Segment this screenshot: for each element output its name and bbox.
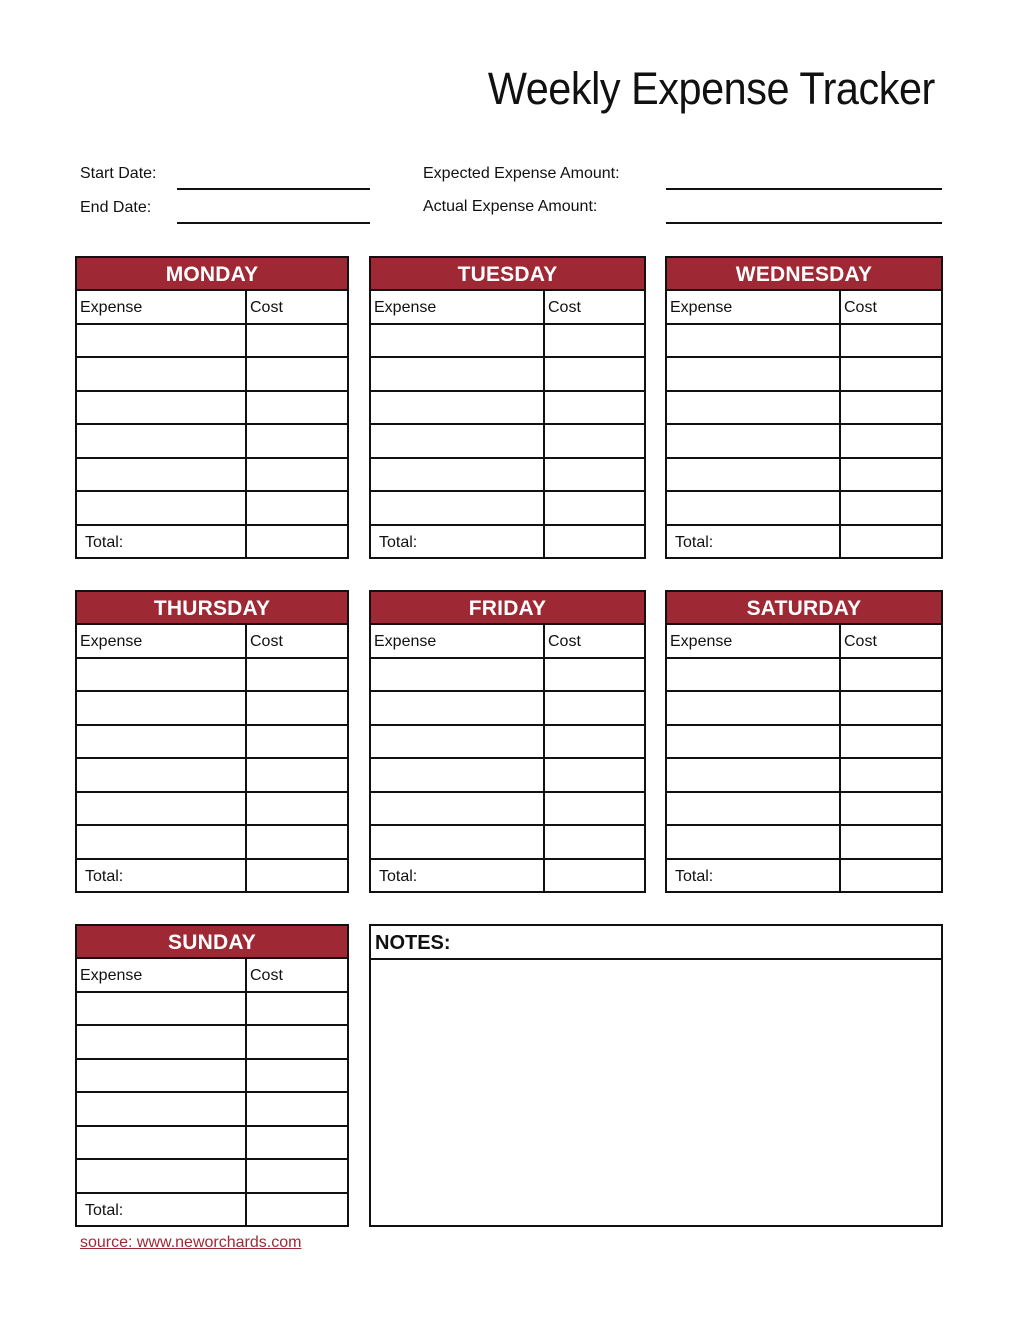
expense-cell[interactable] <box>77 993 247 1025</box>
column-header-row <box>77 291 347 325</box>
cost-column-header: Cost <box>250 299 283 316</box>
expense-column-header: Expense <box>77 959 247 991</box>
expense-cell[interactable] <box>667 459 841 491</box>
cost-cell[interactable] <box>545 325 644 357</box>
cost-cell[interactable] <box>841 659 941 691</box>
table-row <box>371 392 644 426</box>
cost-cell[interactable] <box>841 759 941 791</box>
total-row <box>667 526 941 560</box>
total-row <box>77 526 347 560</box>
expense-cell[interactable] <box>667 793 841 825</box>
cost-cell[interactable] <box>545 659 644 691</box>
cost-cell[interactable] <box>247 759 347 791</box>
cost-cell[interactable] <box>841 726 941 758</box>
start-date-label: Start Date: <box>80 165 157 182</box>
expense-cell[interactable] <box>667 692 841 724</box>
expense-cell[interactable] <box>371 826 545 858</box>
expense-cell[interactable] <box>77 459 247 491</box>
cost-column-header: Cost <box>844 633 877 650</box>
expense-cell[interactable] <box>667 392 841 424</box>
total-label: Total: <box>77 860 247 894</box>
expense-cell[interactable] <box>77 358 247 390</box>
expense-cell[interactable] <box>77 1160 247 1192</box>
expense-cell[interactable] <box>371 392 545 424</box>
table-row <box>667 726 941 760</box>
total-cost-cell[interactable] <box>841 860 941 894</box>
cost-column-header: Cost <box>250 967 283 984</box>
expense-cell[interactable] <box>667 759 841 791</box>
cost-cell[interactable] <box>247 659 347 691</box>
expense-cell[interactable] <box>667 826 841 858</box>
table-row <box>77 692 347 726</box>
table-row <box>77 659 347 693</box>
friday-table <box>369 590 646 893</box>
cost-cell[interactable] <box>247 1160 347 1192</box>
column-header-row <box>667 291 941 325</box>
table-row <box>77 459 347 493</box>
monday-header: MONDAY <box>77 258 347 291</box>
expense-cell[interactable] <box>77 793 247 825</box>
total-row <box>371 860 644 894</box>
cost-cell[interactable] <box>545 425 644 457</box>
monday-table <box>75 256 349 559</box>
sunday-table <box>75 924 349 1227</box>
table-row <box>371 425 644 459</box>
thursday-table <box>75 590 349 893</box>
column-header-row <box>77 959 347 993</box>
table-row <box>77 1160 347 1194</box>
cost-cell[interactable] <box>545 759 644 791</box>
expense-cell[interactable] <box>371 692 545 724</box>
table-row <box>371 726 644 760</box>
total-cost-cell[interactable] <box>841 526 941 560</box>
cost-cell[interactable] <box>841 325 941 357</box>
expense-cell[interactable] <box>77 759 247 791</box>
table-row <box>667 325 941 359</box>
cost-cell[interactable] <box>247 692 347 724</box>
table-row <box>77 492 347 526</box>
expected-amount-field[interactable] <box>666 188 942 190</box>
sunday-header: SUNDAY <box>77 926 347 959</box>
expense-column-header: Expense <box>77 625 247 657</box>
cost-cell[interactable] <box>545 826 644 858</box>
expense-cell[interactable] <box>371 759 545 791</box>
expense-cell[interactable] <box>77 425 247 457</box>
table-row <box>667 659 941 693</box>
cost-cell[interactable] <box>841 826 941 858</box>
cost-cell[interactable] <box>247 358 347 390</box>
expense-cell[interactable] <box>371 492 545 524</box>
total-row <box>371 526 644 560</box>
expense-cell[interactable] <box>77 492 247 524</box>
expense-cell[interactable] <box>77 726 247 758</box>
total-cost-cell[interactable] <box>247 526 347 560</box>
tuesday-table <box>369 256 646 559</box>
column-header-row <box>371 291 644 325</box>
table-row <box>667 793 941 827</box>
expense-cell[interactable] <box>371 459 545 491</box>
table-row <box>77 993 347 1027</box>
table-row <box>77 392 347 426</box>
expense-cell[interactable] <box>77 1093 247 1125</box>
cost-cell[interactable] <box>247 425 347 457</box>
expense-cell[interactable] <box>77 659 247 691</box>
column-header-row <box>667 625 941 659</box>
cost-cell[interactable] <box>841 358 941 390</box>
cost-cell[interactable] <box>247 826 347 858</box>
cost-cell[interactable] <box>841 392 941 424</box>
saturday-header: SATURDAY <box>667 592 941 625</box>
cost-cell[interactable] <box>545 793 644 825</box>
cost-cell[interactable] <box>545 726 644 758</box>
cost-cell[interactable] <box>247 1060 347 1092</box>
cost-cell[interactable] <box>247 492 347 524</box>
expense-cell[interactable] <box>371 793 545 825</box>
notes-box <box>369 924 943 1227</box>
expense-cell[interactable] <box>667 726 841 758</box>
table-row <box>77 425 347 459</box>
expense-cell[interactable] <box>77 1026 247 1058</box>
table-row <box>77 1026 347 1060</box>
total-cost-cell[interactable] <box>545 526 644 560</box>
total-label: Total: <box>667 860 841 894</box>
total-label: Total: <box>371 526 545 560</box>
cost-cell[interactable] <box>841 692 941 724</box>
notes-label: NOTES: <box>371 926 941 960</box>
cost-cell[interactable] <box>247 993 347 1025</box>
expense-cell[interactable] <box>371 425 545 457</box>
actual-amount-label: Actual Expense Amount: <box>423 198 598 215</box>
cost-cell[interactable] <box>247 459 347 491</box>
table-row <box>77 793 347 827</box>
expense-cell[interactable] <box>371 325 545 357</box>
table-row <box>667 692 941 726</box>
table-row <box>667 425 941 459</box>
table-row <box>77 1060 347 1094</box>
cost-cell[interactable] <box>545 492 644 524</box>
table-row <box>371 759 644 793</box>
expense-cell[interactable] <box>667 492 841 524</box>
expense-cell[interactable] <box>667 425 841 457</box>
table-row <box>371 692 644 726</box>
expense-cell[interactable] <box>77 692 247 724</box>
table-row <box>667 826 941 860</box>
expense-cell[interactable] <box>77 325 247 357</box>
cost-cell[interactable] <box>841 793 941 825</box>
total-row <box>667 860 941 894</box>
expense-cell[interactable] <box>371 358 545 390</box>
cost-cell[interactable] <box>247 726 347 758</box>
table-row <box>77 759 347 793</box>
total-label: Total: <box>77 1194 247 1228</box>
start-date-field[interactable] <box>177 188 370 190</box>
table-row <box>77 726 347 760</box>
column-header-row <box>371 625 644 659</box>
cost-cell[interactable] <box>247 1093 347 1125</box>
total-row <box>77 1194 347 1228</box>
expense-cell[interactable] <box>371 726 545 758</box>
table-row <box>371 325 644 359</box>
cost-cell[interactable] <box>545 358 644 390</box>
table-row <box>77 1093 347 1127</box>
cost-column-header: Cost <box>548 633 581 650</box>
cost-column-header: Cost <box>548 299 581 316</box>
table-row <box>371 826 644 860</box>
expense-column-header: Expense <box>667 625 841 657</box>
expense-column-header: Expense <box>371 625 545 657</box>
cost-column-header: Cost <box>844 299 877 316</box>
expense-cell[interactable] <box>77 392 247 424</box>
total-label: Total: <box>77 526 247 560</box>
wednesday-table <box>665 256 943 559</box>
actual-amount-field[interactable] <box>666 222 942 224</box>
total-row <box>77 860 347 894</box>
expense-cell[interactable] <box>667 358 841 390</box>
page-title: Weekly Expense Tracker <box>487 63 935 114</box>
table-row <box>77 1127 347 1161</box>
total-cost-cell[interactable] <box>247 1194 347 1228</box>
cost-cell[interactable] <box>247 392 347 424</box>
cost-cell[interactable] <box>545 459 644 491</box>
cost-cell[interactable] <box>247 793 347 825</box>
cost-cell[interactable] <box>247 1026 347 1058</box>
table-row <box>77 358 347 392</box>
expected-amount-label: Expected Expense Amount: <box>423 165 620 182</box>
cost-cell[interactable] <box>247 1127 347 1159</box>
expense-cell[interactable] <box>667 659 841 691</box>
table-row <box>667 392 941 426</box>
total-cost-cell[interactable] <box>545 860 644 894</box>
expense-cell[interactable] <box>77 1127 247 1159</box>
wednesday-header: WEDNESDAY <box>667 258 941 291</box>
total-label: Total: <box>371 860 545 894</box>
table-row <box>371 659 644 693</box>
saturday-table <box>665 590 943 893</box>
expense-column-header: Expense <box>371 291 545 323</box>
table-row <box>667 459 941 493</box>
table-row <box>371 793 644 827</box>
cost-column-header: Cost <box>250 633 283 650</box>
source-link[interactable]: source: www.neworchards.com <box>80 1234 302 1251</box>
cost-cell[interactable] <box>841 459 941 491</box>
expense-cell[interactable] <box>77 826 247 858</box>
total-cost-cell[interactable] <box>247 860 347 894</box>
table-row <box>371 358 644 392</box>
notes-area[interactable] <box>371 960 941 1225</box>
table-row <box>667 358 941 392</box>
cost-cell[interactable] <box>841 492 941 524</box>
table-row <box>371 459 644 493</box>
thursday-header: THURSDAY <box>77 592 347 625</box>
column-header-row <box>77 625 347 659</box>
end-date-field[interactable] <box>177 222 370 224</box>
cost-cell[interactable] <box>545 392 644 424</box>
expense-column-header: Expense <box>667 291 841 323</box>
expense-column-header: Expense <box>77 291 247 323</box>
cost-cell[interactable] <box>841 425 941 457</box>
table-row <box>77 325 347 359</box>
cost-cell[interactable] <box>545 692 644 724</box>
table-row <box>77 826 347 860</box>
expense-cell[interactable] <box>371 659 545 691</box>
table-row <box>667 492 941 526</box>
expense-cell[interactable] <box>667 325 841 357</box>
table-row <box>667 759 941 793</box>
table-row <box>371 492 644 526</box>
total-label: Total: <box>667 526 841 560</box>
expense-cell[interactable] <box>77 1060 247 1092</box>
tuesday-header: TUESDAY <box>371 258 644 291</box>
cost-cell[interactable] <box>247 325 347 357</box>
friday-header: FRIDAY <box>371 592 644 625</box>
end-date-label: End Date: <box>80 199 152 216</box>
